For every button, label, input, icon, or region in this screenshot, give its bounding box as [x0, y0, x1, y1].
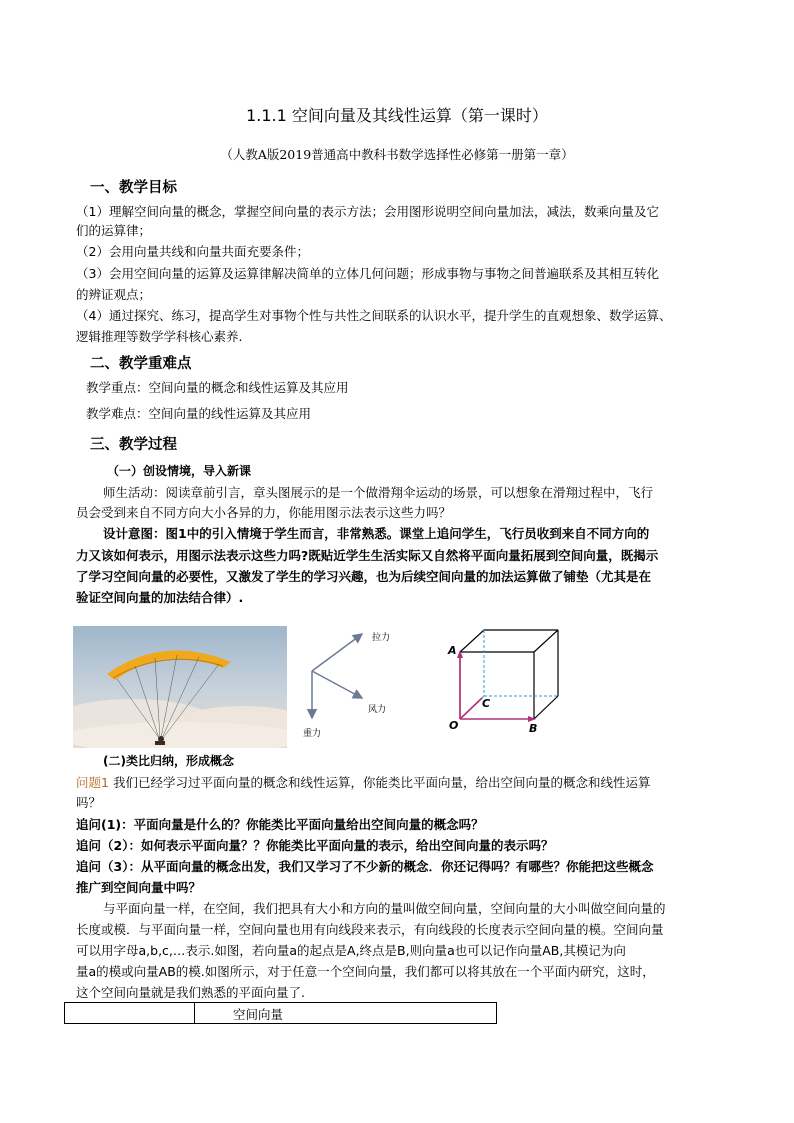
section-heading-process: 三、教学过程 [90, 437, 177, 453]
cube-figure [446, 626, 571, 750]
pull-force-label: 拉力 [372, 633, 391, 643]
question-1-cont: 吗？ [76, 795, 102, 810]
table-header-space-vector: 空间向量 [233, 1007, 284, 1022]
objective-line: （4）通过探究、练习，提高学生对事物个性与共性之间联系的认识水平，提升学生的直观想象、数学运算、 [76, 308, 672, 323]
teaching-difficulty: 教学难点：空间向量的线性运算及其应用 [86, 406, 312, 421]
follow-up-question: 追问（3）：从平面向量的概念出发，我们又学习了不少新的概念．你还记得吗？有哪些？你能把这些概念 [76, 859, 654, 874]
gravity-label: 重力 [303, 729, 322, 739]
objective-line: （2）会用向量共线和向量共面充要条件； [76, 244, 309, 259]
activity-text: 员会受到来自不同方向大小各异的力，你能用图示法表示这些力吗？ [76, 505, 452, 520]
design-intent-text: 力又该如何表示，用图示法表示这些力吗?既贴近学生生活实际又自然将平面向量拓展到空间向量，既揭示 [76, 548, 659, 563]
design-intent-text: 了学习空间向量的必要性，又激发了学生的学习兴趣，也为后续空间向量的加法运算做了铺垫（尤其是在 [76, 569, 652, 584]
section-heading-key-points: 二、教学重难点 [90, 356, 192, 372]
objective-line: （1）理解空间向量的概念，掌握空间向量的表示方法；会用图形说明空间向量加法，减法，数乘向量及它 [76, 204, 659, 219]
subsection-heading: (二)类比归纳，形成概念 [103, 754, 234, 768]
teaching-key-point: 教学重点：空间向量的概念和线性运算及其应用 [86, 380, 349, 395]
section-heading-objectives: 一、教学目标 [90, 180, 177, 196]
objective-line: 们的运算律； [76, 223, 152, 238]
follow-up-question: 追问（2）：如何表示平面向量？？你能类比平面向量的表示，给出空间向量的表示吗？ [76, 838, 554, 853]
follow-up-question: 追问(1)：平面向量是什么的？你能类比平面向量给出空间向量的概念吗？ [76, 817, 484, 832]
question-tag: 问题1 [76, 775, 109, 790]
concept-text: 量a的模或向量AB的模.如图所示，对于任意一个空间向量，我们都可以将其放在一个平面内研究，这时， [76, 964, 655, 979]
concept-text: 可以用字母a,b,c,…表示.如图，若向量a的起点是A,终点是B,则向量a也可以记作向量AB,其模记为向 [76, 943, 626, 958]
document-title: 1.1.1 空间向量及其线性运算（第一课时） [246, 106, 548, 125]
comparison-table [64, 1002, 497, 1024]
concept-text: 与平面向量一样，在空间，我们把具有大小和方向的量叫做空间向量，空间向量的大小叫做空间向量的 [103, 901, 666, 916]
paraglider-photo [73, 626, 287, 748]
vertex-label-a: A [448, 644, 457, 657]
question-1 [76, 772, 650, 794]
follow-up-question: 推广到空间向量中吗？ [76, 880, 202, 895]
vertex-label-b: B [529, 722, 538, 735]
wind-force-label: 风力 [368, 705, 387, 715]
question-text: 我们已经学习过平面向量的概念和线性运算，你能类比平面向量，给出空间向量的概念和线性运算 [112, 775, 651, 790]
concept-text: 这个空间向量就是我们熟悉的平面向量了. [76, 985, 305, 1000]
activity-text: 师生活动：阅读章前引言，章头图展示的是一个做滑翔伞运动的场景，可以想象在滑翔过程中，飞行 [103, 485, 654, 500]
design-intent-text: 验证空间向量的加法结合律）. [76, 590, 244, 605]
design-intent-text: 设计意图：图1中的引入情境于学生而言，非常熟悉。课堂上追问学生，飞行员收到来自不同方向的 [103, 526, 650, 541]
document-subtitle: （人教A版2019普通高中教科书数学选择性必修第一册第一章） [220, 147, 574, 162]
objective-line: 逻辑推理等数学学科核心素养. [76, 329, 243, 344]
objective-line: （3）会用空间向量的运算及运算律解决简单的立体几何问题；形成事物与事物之间普遍联系及其相互转化 [76, 266, 659, 281]
subsection-heading: （一）创设情境，导入新课 [107, 464, 252, 478]
vertex-label-o: O [449, 719, 459, 732]
vertex-label-c: C [482, 697, 491, 710]
table-column-divider [194, 1003, 195, 1023]
concept-text: 长度或模．与平面向量一样，空间向量也用有向线段来表示，有向线段的长度表示空间向量的模。空间向量 [76, 922, 664, 937]
objective-line: 的辨证观点； [76, 287, 152, 302]
